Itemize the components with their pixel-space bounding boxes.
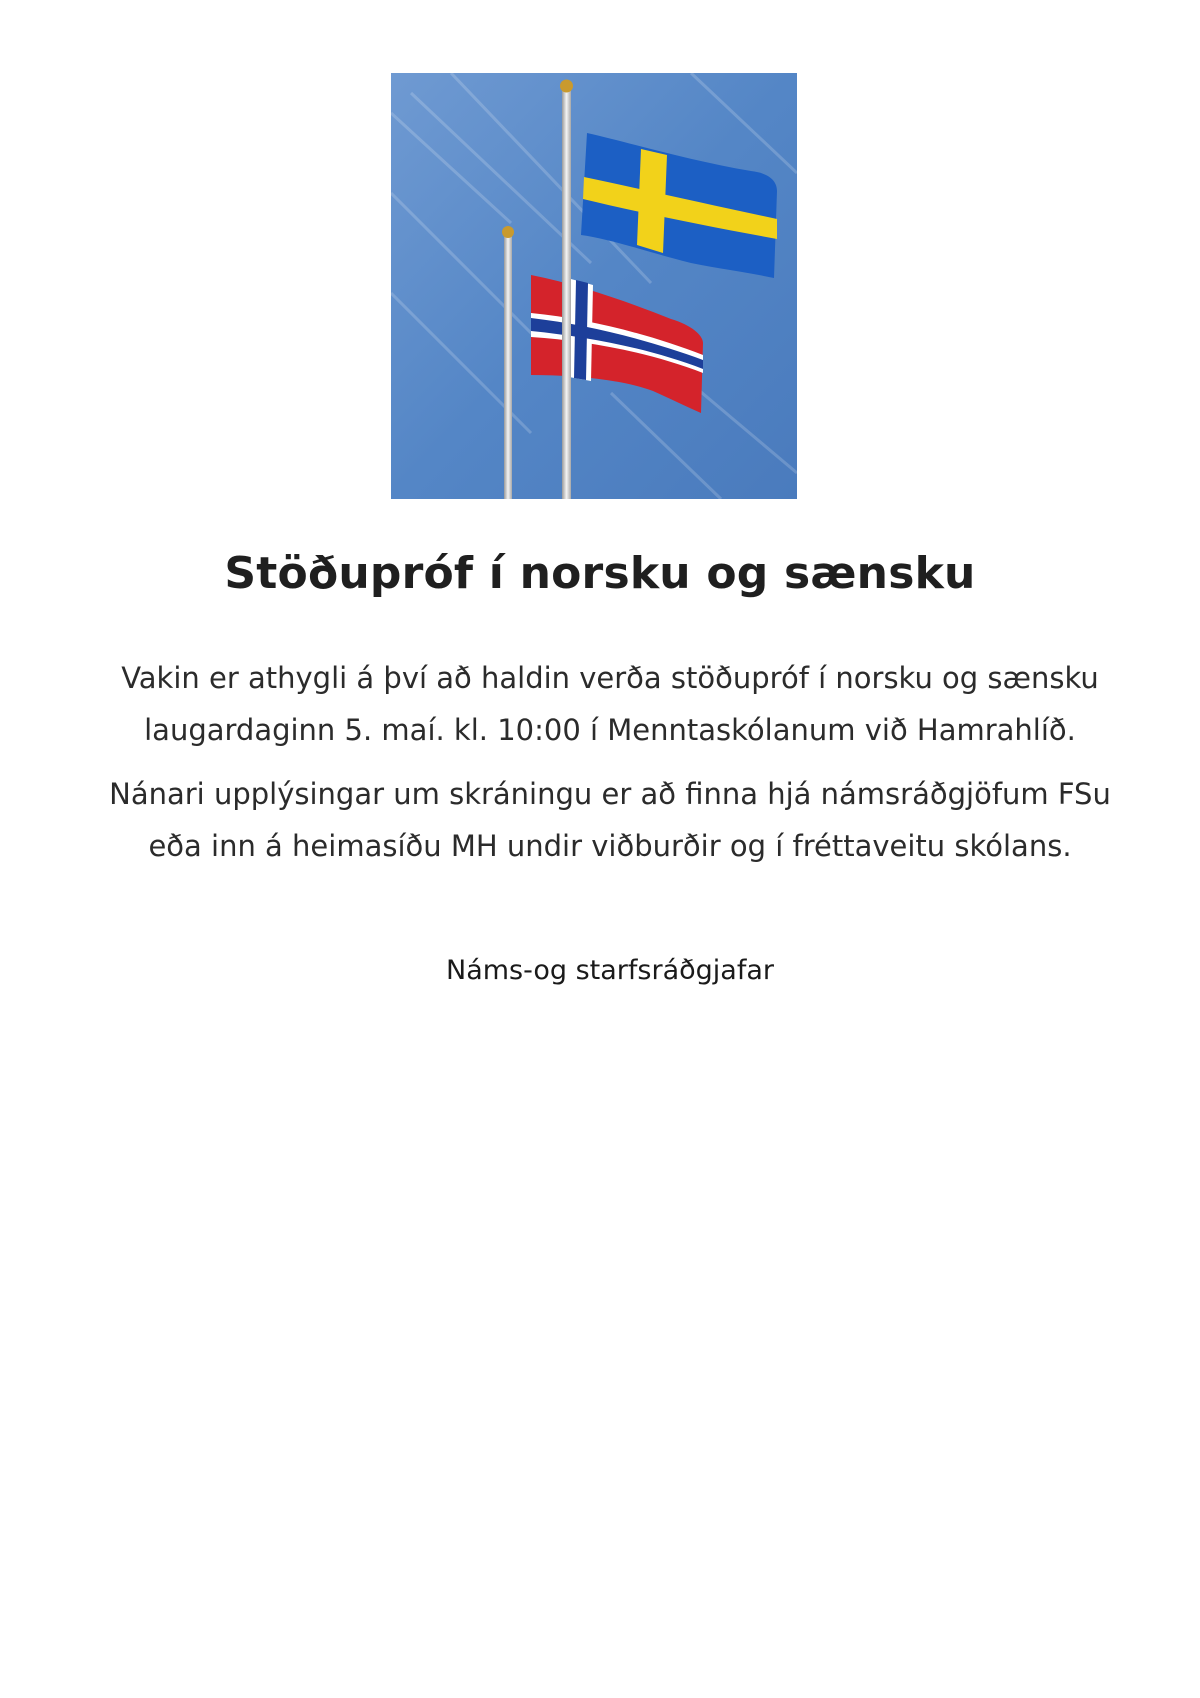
page-title: Stöðupróf í norsku og sænsku: [224, 548, 976, 599]
sweden-pole-finial: [560, 80, 573, 93]
sweden-flagpole: [562, 85, 571, 499]
norway-flagpole: [504, 231, 512, 499]
norway-pole-finial: [502, 226, 514, 238]
info-line-2: eða inn á heimasíðu MH undir viðburðir og í fréttaveitu skólans.: [148, 829, 1072, 863]
announcement-paragraph: [100, 652, 1120, 756]
announcement-line-1: Vakin er athygli á því að haldin verða stöðupróf í norsku og sænsku: [121, 661, 1099, 695]
announcement-line-2: laugardaginn 5. maí. kl. 10:00 í Menntaskólanum við Hamrahlíð.: [144, 713, 1076, 747]
signature: Náms-og starfsráðgjafar: [446, 955, 774, 986]
flags-image: [391, 73, 797, 499]
info-paragraph: [100, 768, 1120, 872]
flags-photo: [391, 73, 797, 499]
info-line-1: Nánari upplýsingar um skráningu er að finna hjá námsráðgjöfum FSu: [109, 777, 1111, 811]
